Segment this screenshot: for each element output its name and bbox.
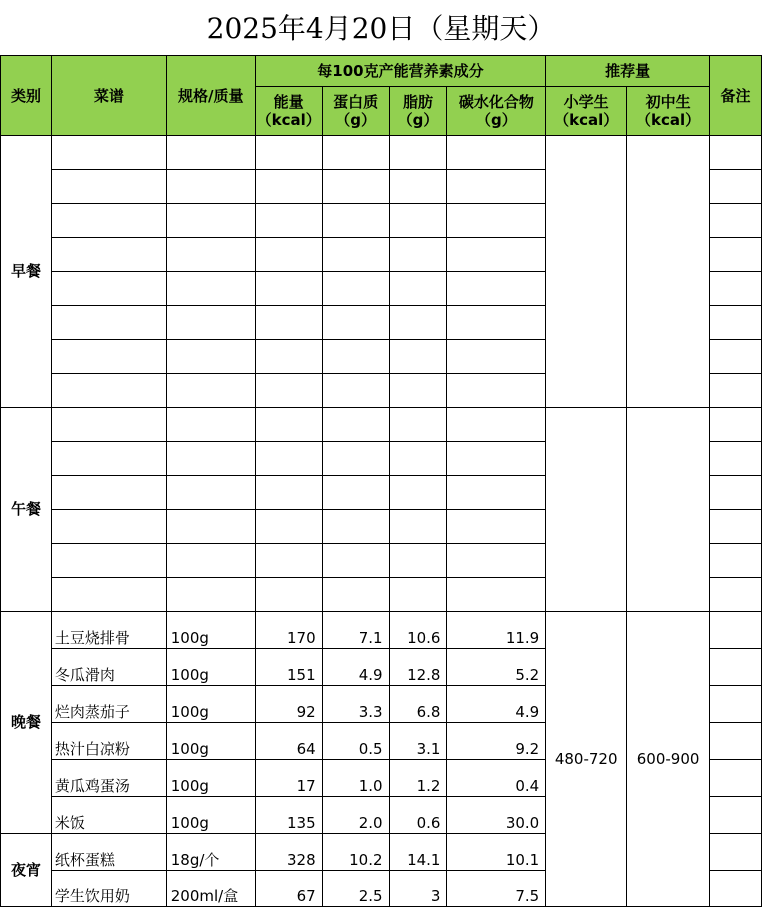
cell (447, 442, 546, 476)
cell (447, 510, 546, 544)
cell (166, 476, 255, 510)
cell (389, 442, 447, 476)
cell (166, 306, 255, 340)
header-junior-kcal: 初中生（kcal） (627, 87, 710, 136)
header-notes: 备注 (710, 56, 762, 136)
note-cell (710, 340, 762, 374)
cell (546, 408, 627, 612)
cell (255, 476, 322, 510)
cell (447, 306, 546, 340)
cell (255, 544, 322, 578)
cell (166, 238, 255, 272)
cell (322, 476, 389, 510)
energy-value: 151 (255, 649, 322, 686)
note-cell (710, 170, 762, 204)
header-nutrients-group: 每100克产能营养素成分 (255, 56, 546, 87)
energy-value: 92 (255, 686, 322, 723)
energy-value: 67 (255, 871, 322, 907)
energy-value: 64 (255, 723, 322, 760)
dish-spec: 100g (166, 686, 255, 723)
dish-name: 热汁白凉粉 (51, 723, 166, 760)
sheet-title: 2025年4月20日（星期天） (1, 1, 762, 56)
cell (51, 204, 166, 238)
note-cell (710, 797, 762, 834)
cell (166, 204, 255, 238)
carbs-value: 5.2 (447, 649, 546, 686)
note-cell (710, 204, 762, 238)
dish-spec: 100g (166, 649, 255, 686)
cell (389, 170, 447, 204)
fat-value: 3.1 (389, 723, 447, 760)
dish-name: 黄瓜鸡蛋汤 (51, 760, 166, 797)
cell (322, 374, 389, 408)
cell (447, 374, 546, 408)
cell (389, 544, 447, 578)
cell (51, 578, 166, 612)
cell (166, 408, 255, 442)
note-cell (710, 476, 762, 510)
cell (389, 204, 447, 238)
cell (447, 340, 546, 374)
cell (627, 408, 710, 612)
cell (322, 408, 389, 442)
meal-supper: 夜宵 (1, 834, 52, 907)
cell (166, 340, 255, 374)
dish-name: 学生饮用奶 (51, 871, 166, 907)
cell (166, 136, 255, 170)
cell (447, 272, 546, 306)
cell (447, 204, 546, 238)
protein-value: 0.5 (322, 723, 389, 760)
cell (447, 544, 546, 578)
cell (255, 340, 322, 374)
header-energy: 能量（kcal） (255, 87, 322, 136)
fat-value: 0.6 (389, 797, 447, 834)
cell (255, 238, 322, 272)
carbs-value: 9.2 (447, 723, 546, 760)
cell (51, 374, 166, 408)
protein-value: 10.2 (322, 834, 389, 871)
carbs-value: 4.9 (447, 686, 546, 723)
cell (166, 544, 255, 578)
cell (255, 408, 322, 442)
recommended-junior: 600-900 (627, 612, 710, 907)
cell (447, 170, 546, 204)
header-fat: 脂肪（g） (389, 87, 447, 136)
header-primary-kcal: 小学生（kcal） (546, 87, 627, 136)
energy-value: 135 (255, 797, 322, 834)
fat-value: 14.1 (389, 834, 447, 871)
cell (322, 170, 389, 204)
cell (51, 408, 166, 442)
cell (166, 442, 255, 476)
dish-name: 土豆烧排骨 (51, 612, 166, 649)
cell (389, 510, 447, 544)
energy-value: 328 (255, 834, 322, 871)
cell (627, 136, 710, 408)
cell (51, 476, 166, 510)
note-cell (710, 544, 762, 578)
cell (389, 476, 447, 510)
cell (389, 306, 447, 340)
note-cell (710, 871, 762, 907)
dish-spec: 100g (166, 723, 255, 760)
carbs-value: 30.0 (447, 797, 546, 834)
cell (51, 170, 166, 204)
cell (389, 408, 447, 442)
protein-value: 4.9 (322, 649, 389, 686)
cell (322, 510, 389, 544)
protein-value: 2.0 (322, 797, 389, 834)
cell (255, 510, 322, 544)
header-spec: 规格/质量 (166, 56, 255, 136)
cell (255, 204, 322, 238)
header-category: 类别 (1, 56, 52, 136)
fat-value: 10.6 (389, 612, 447, 649)
fat-value: 6.8 (389, 686, 447, 723)
cell (166, 170, 255, 204)
cell (322, 442, 389, 476)
cell (51, 510, 166, 544)
cell (389, 272, 447, 306)
cell (51, 136, 166, 170)
protein-value: 7.1 (322, 612, 389, 649)
cell (51, 442, 166, 476)
fat-value: 3 (389, 871, 447, 907)
cell (322, 306, 389, 340)
meal-dinner: 晚餐 (1, 612, 52, 834)
cell (255, 442, 322, 476)
cell (166, 374, 255, 408)
dish-name: 纸杯蛋糕 (51, 834, 166, 871)
cell (51, 238, 166, 272)
cell (322, 340, 389, 374)
note-cell (710, 686, 762, 723)
cell (546, 136, 627, 408)
protein-value: 2.5 (322, 871, 389, 907)
dish-spec: 100g (166, 760, 255, 797)
note-cell (710, 238, 762, 272)
carbs-value: 7.5 (447, 871, 546, 907)
note-cell (710, 649, 762, 686)
cell (389, 238, 447, 272)
carbs-value: 0.4 (447, 760, 546, 797)
cell (447, 238, 546, 272)
cell (322, 578, 389, 612)
recommended-primary: 480-720 (546, 612, 627, 907)
cell (447, 476, 546, 510)
cell (322, 238, 389, 272)
note-cell (710, 408, 762, 442)
cell (166, 510, 255, 544)
cell (322, 544, 389, 578)
cell (389, 578, 447, 612)
cell (322, 204, 389, 238)
dish-spec: 200ml/盒 (166, 871, 255, 907)
meal-lunch: 午餐 (1, 408, 52, 612)
note-cell (710, 760, 762, 797)
header-dish: 菜谱 (51, 56, 166, 136)
cell (389, 136, 447, 170)
cell (389, 374, 447, 408)
energy-value: 170 (255, 612, 322, 649)
cell (255, 272, 322, 306)
carbs-value: 11.9 (447, 612, 546, 649)
fat-value: 12.8 (389, 649, 447, 686)
cell (322, 272, 389, 306)
note-cell (710, 578, 762, 612)
header-recommended-group: 推荐量 (546, 56, 710, 87)
cell (447, 408, 546, 442)
note-cell (710, 612, 762, 649)
note-cell (710, 723, 762, 760)
energy-value: 17 (255, 760, 322, 797)
cell (51, 544, 166, 578)
cell (255, 578, 322, 612)
note-cell (710, 374, 762, 408)
fat-value: 1.2 (389, 760, 447, 797)
cell (255, 170, 322, 204)
protein-value: 3.3 (322, 686, 389, 723)
cell (51, 340, 166, 374)
note-cell (710, 510, 762, 544)
meal-breakfast: 早餐 (1, 136, 52, 408)
note-cell (710, 272, 762, 306)
note-cell (710, 834, 762, 871)
cell (166, 272, 255, 306)
cell (447, 136, 546, 170)
note-cell (710, 306, 762, 340)
header-protein: 蛋白质（g） (322, 87, 389, 136)
dish-name: 米饭 (51, 797, 166, 834)
dish-name: 烂肉蒸茄子 (51, 686, 166, 723)
protein-value: 1.0 (322, 760, 389, 797)
dish-spec: 18g/个 (166, 834, 255, 871)
cell (51, 306, 166, 340)
header-carbs: 碳水化合物（g） (447, 87, 546, 136)
cell (51, 272, 166, 306)
dish-spec: 100g (166, 797, 255, 834)
dish-spec: 100g (166, 612, 255, 649)
cell (255, 136, 322, 170)
carbs-value: 10.1 (447, 834, 546, 871)
note-cell (710, 442, 762, 476)
cell (255, 374, 322, 408)
cell (389, 340, 447, 374)
cell (447, 578, 546, 612)
cell (255, 306, 322, 340)
cell (322, 136, 389, 170)
dish-name: 冬瓜滑肉 (51, 649, 166, 686)
cell (166, 578, 255, 612)
note-cell (710, 136, 762, 170)
